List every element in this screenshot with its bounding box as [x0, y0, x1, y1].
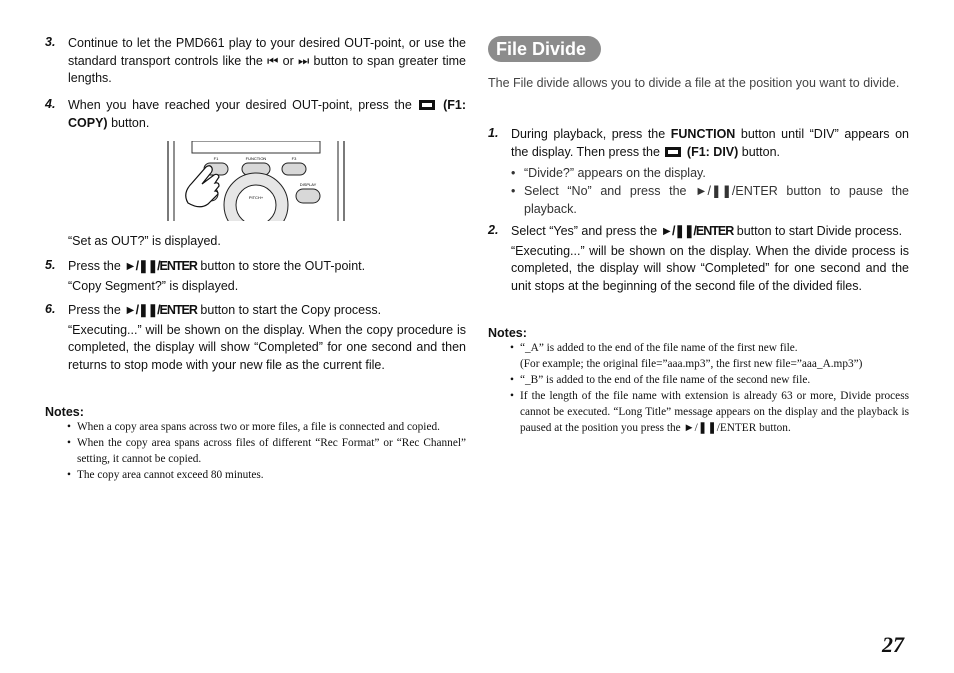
- illus-label: F1: [213, 156, 219, 161]
- step-number: 3.: [45, 35, 56, 49]
- step-text-a: During playback, press the: [511, 127, 666, 141]
- step-text-b: button to start the Copy process.: [200, 303, 382, 317]
- step-text: [68, 302, 466, 320]
- notes-heading: Notes:: [45, 405, 84, 419]
- bullet-item: • “Divide?” appears on the display.: [511, 164, 909, 182]
- step-text-b: button.: [111, 115, 150, 130]
- note-item: • When the copy area spans across files of different “Rec Format” or “Rec Channel” setting, it cannot be copied.: [67, 435, 466, 467]
- step-text-c: button.: [741, 144, 781, 159]
- bullet-item: • Select “No” and press the ►/❚❚/ENTER button to pause the playback.: [511, 182, 909, 218]
- enter-button-label: ►/❚❚/ENTER: [660, 224, 734, 238]
- step-number: 1.: [488, 126, 499, 140]
- note-item: • The copy area cannot exceed 80 minutes.: [67, 467, 466, 483]
- function-button-label: FUNCTION: [670, 127, 736, 141]
- device-illustration: [166, 141, 346, 221]
- step-number: 2.: [488, 223, 499, 237]
- step-6: [45, 302, 466, 374]
- notes-section: [488, 326, 909, 436]
- note-item: • “_B” is added to the end of the file name of the second new file.: [510, 372, 909, 388]
- notes-section: [45, 405, 466, 483]
- step-number: 6.: [45, 302, 56, 316]
- step-sub-text: “Executing...” will be shown on the display. When the divide process is completed, the display will show “Completed” for one second and the unit stops at the beginning of the second file of the divided files.: [511, 243, 909, 293]
- enter-button-label: ►/❚❚/ENTER: [124, 303, 197, 317]
- illus-label: DISPLAY: [299, 182, 317, 187]
- f1-key-icon: [665, 147, 681, 157]
- step-text: [511, 126, 909, 161]
- step-3: [45, 35, 466, 88]
- step-text: [68, 97, 466, 132]
- illus-label: PITCH+: [248, 195, 264, 200]
- step-text-b: button until “DIV” appears on the display. Then press the: [511, 127, 909, 159]
- step-text: Continue to let the PMD661 play to your desired OUT-point, or use the standard transport controls like the ⏮ or ⏭ button to span greater time lengths.: [68, 36, 466, 86]
- step-2: [488, 223, 909, 295]
- step-text-a: Press the: [68, 259, 121, 273]
- step-5: [45, 258, 466, 295]
- step-text: [68, 258, 466, 276]
- intro-text: The File divide allows you to divide a file at the position you want to divide.: [488, 76, 900, 90]
- note-item: • If the length of the file name with extension is already 63 or more, Divide process cannot be executed. “Long Title” message appears on the display and the playback is paused at the position you press the ►/❚❚/ENTER button.: [510, 388, 909, 436]
- set-as-out-text: [45, 233, 466, 251]
- status-text: “Set as OUT?” is displayed.: [68, 234, 221, 248]
- step-number: 5.: [45, 258, 56, 272]
- step-text-a: Select “Yes” and press the: [511, 224, 658, 238]
- f3-button-icon: [282, 163, 306, 175]
- key-label: (F1: DIV): [686, 144, 739, 159]
- step-sub-text: “Copy Segment?” is displayed.: [68, 278, 239, 293]
- step-number: 4.: [45, 97, 56, 111]
- step-text: [511, 223, 909, 241]
- page-number: 27: [882, 632, 904, 657]
- display-button-icon: [296, 189, 320, 203]
- note-example: (For example; the original file=”aaa.mp3”, the first new file=”aaa_A.mp3”): [520, 358, 863, 370]
- note-item: • When a copy area spans across two or more files, a file is connected and copied.: [67, 419, 466, 435]
- step-text-a: Press the: [68, 303, 121, 317]
- step-text-a: When you have reached your desired OUT-point, press the: [68, 98, 412, 112]
- illus-label: F3: [291, 156, 297, 161]
- step-4: [45, 97, 466, 132]
- step-sub-text: “Executing...” will be shown on the display. When the copy procedure is completed, the display will show “Completed” for one second and then returns to stop mode with your new file as the current file.: [68, 322, 466, 372]
- note-item: • “_A” is added to the end of the file name of the first new file.: [510, 340, 909, 356]
- section-heading: File Divide: [488, 36, 601, 62]
- f1-key-icon: [419, 100, 435, 110]
- key-label: (F1: COPY): [68, 98, 467, 130]
- illus-label: FUNCTION: [245, 156, 267, 161]
- step-1: [488, 126, 909, 218]
- step-text-b: button to start Divide process.: [736, 224, 903, 238]
- step-text-b: button to store the OUT-point.: [200, 259, 366, 273]
- enter-button-label: ►/❚❚/ENTER: [124, 259, 197, 273]
- notes-heading: Notes:: [488, 326, 527, 340]
